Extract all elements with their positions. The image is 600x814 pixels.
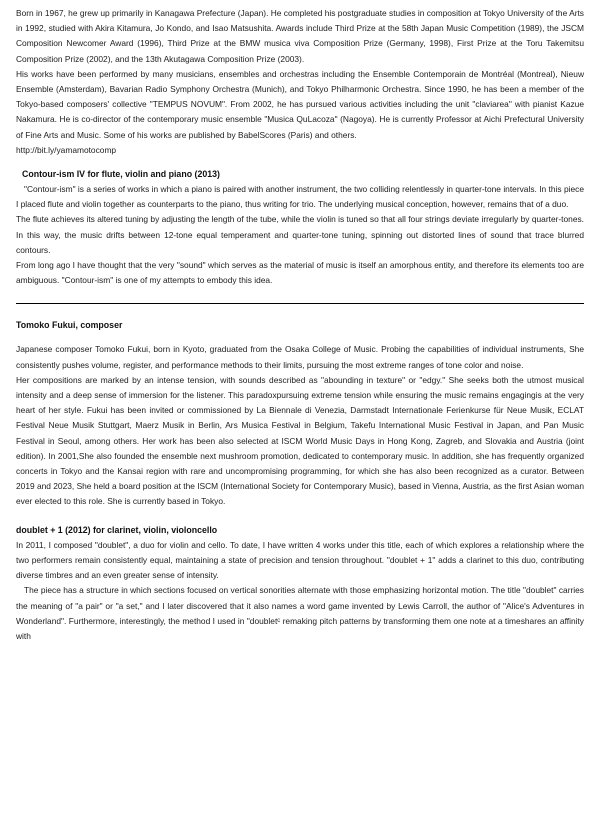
work-contourism-section [16, 167, 584, 288]
spacer [16, 333, 584, 342]
composer-fukui-paragraph-2: Her compositions are marked by an intense tension, with sounds described as "abounding in texture" or "edgy." She seeks both the utmost musical intensity and a deep sense of immersion for the listener. This paradoxpursuing extreme tension while ensuring the music remains engagingis at the very heart of her style. Fukui has been invited or commissioned by La Biennale di Venezia, Darmstadt Internationale Ferienkurse für Neue Musik, ECLAT Festival Neue Musik Stuttgart, Maerz Musik in Berlin, Ars Musica Festival in Belgium, Takefu International Music Festival in Japan, and Pan Music Festival in Seoul, among others. Her work has been also selected at ISCM World Music Days in Hong Kong, Zagreb, and Slovakia and Austria (joint edition). In 2001,She also founded the ensemble next mushroom promotion, dedicated to contemporary music. In addition, she has frequently organized concerts in Tokyo and the Kansai region with rare and uncompromising programming, for which she has also been recognized as a curator. Between 2019 and 2023, She held a board position at the ISCM (International Society for Contemporary Music), based in Vienna, Austria, as the first Asian woman ever elected to this role. She is currently based in Tokyo. [16, 374, 584, 507]
composer-website-url[interactable]: http://bit.ly/yamamotocomp [16, 144, 117, 155]
bio-section [16, 6, 584, 158]
work-contourism-paragraph-2: The flute achieves its altered tuning by adjusting the length of the tube, while the violin is tuned so that all four strings deviate irregularly by quarter-tones. In this way, the music drifts between 12-tone equal temperament and quarter-tone tuning, spinning out distorted lines of sound that trace blurred contours. [16, 214, 584, 255]
composer-fukui-heading: Tomoko Fukui, composer [16, 320, 123, 331]
work-contourism-heading: Contour-ism IV for flute, violin and piano (2013) [22, 169, 220, 180]
work-contourism-paragraph-1: "Contour-ism" is a series of works in which a piano is paired with another instrument, the two colliding relentlessly in quarter-tone intervals. In this piece I placed flute and violin together as counterparts to the piano, thus writing for trio. The underlying musical conception, however, remains that of a duo. [16, 184, 584, 210]
bio-paragraph-1: Born in 1967, he grew up primarily in Kanagawa Prefecture (Japan). He completed his postgraduate studies in composition at Tokyo University of the Arts in 1992, studied with Akira Kitamura, Jo Kondo, and Isao Matsushita. Awards include Third Prize at the 58th Japan Music Competition (1989), the JSCM Composition Newcomer Award (1996), Third Prize at the BMW musica viva Composition Prize (Germany, 1998), First Prize at the Toru Takemitsu Composition Prize (2002), and the 13th Akutagawa Composition Prize (2003). [16, 8, 584, 64]
work-doublet-heading: doublet + 1 (2012) for clarinet, violin, violoncello [16, 524, 218, 535]
work-doublet-section [16, 523, 584, 644]
work-doublet-paragraph-1: In 2011, I composed "doublet", a duo for violin and cello. To date, I have written 4 works under this title, each of which explores a relationship where the two performers remain consistently equal, maintaining a state of precision and tension throughout. "doublet + 1" adds a clarinet to this duo, contributing diverse timbres and an even greater sense of intensity. [16, 539, 584, 581]
work-doublet-paragraph-2: The piece has a structure in which sections focused on vertical sonorities alternate with those emphasizing horizontal motion. The title "doublet" carries the meaning of "a pair" or "a set," and I later discovered that it also names a word game invented by Lewis Carroll, the author of "Alice's Adventures in Wonderland". Furthermore, interestingly, the method I used in "doubletᶜ remaking pitch patterns by transforming them one note at a timeshares an affinity with [16, 585, 584, 641]
bio-paragraph-2: His works have been performed by many musicians, ensembles and orchestras including the Ensemble Contemporain de Montréal (Montreal), Nieuw Ensemble (Amsterdam), Bavarian Radio Symphony Orchestra (Munich), and Tokyo Philharmonic Orchestra. Since 1990, he has been a member of the Tokyo-based composers' collective "TEMPUS NOVUM". From 2002, he has pursued various activities including the unit "claviarea" with pianist Kazue Nakamura. He is co-director of the contemporary music ensemble "Musica QuLacoza" (Nagoya). He is currently Professor at Aichi Prefectural University of Fine Arts and Music. Some of his works are published by BabelScores (Paris) and others. [16, 68, 584, 140]
section-divider [16, 303, 584, 304]
spacer [16, 158, 584, 167]
composer-fukui-section [16, 318, 584, 509]
work-contourism-paragraph-3: From long ago I have thought that the very "sound" which serves as the material of music is itself an amorphous entity, and therefore its elements too are ambiguous. "Contour-ism" is one of my attempts to embody this idea. [16, 260, 584, 286]
composer-fukui-paragraph-1: Japanese composer Tomoko Fukui, born in Kyoto, graduated from the Osaka College of Music. Probing the capabilities of individual instruments, She consistently pushes volume, register, and performance methods to their limits, pursuing the most extreme ranges of tone color and noise. [16, 344, 584, 370]
spacer [16, 510, 584, 523]
